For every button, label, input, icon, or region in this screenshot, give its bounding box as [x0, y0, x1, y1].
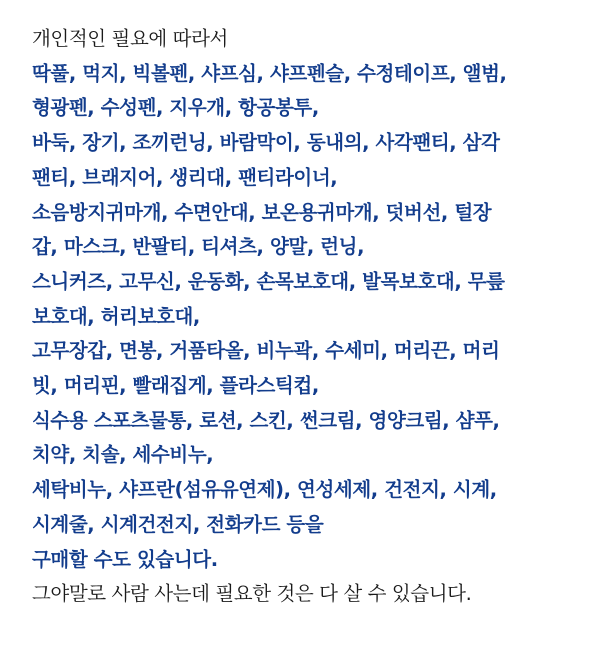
closing-text: 그야말로 사람 사는데 필요한 것은 다 살 수 있습니다. [32, 582, 472, 606]
item-list-line: 형광펜, 수성펜, 지우개, 항공봉투, [32, 96, 319, 120]
item-list-line: 세탁비누, 샤프란(섬유유연제), 연성세제, 건전지, 시계, [32, 478, 497, 502]
item-list-line: 치약, 치솔, 세수비누, [32, 443, 214, 467]
item-list-line: 딱풀, 먹지, 빅볼펜, 샤프심, 샤프펜슬, 수정테이프, 앨범, [32, 61, 507, 85]
intro-text: 개인적인 필요에 따라서 [32, 27, 228, 50]
item-list-line: 식수용 스포츠물통, 로션, 스킨, 썬크림, 영양크림, 샴푸, [32, 408, 500, 432]
item-list-line: 갑, 마스크, 반팔티, 티셔츠, 양말, 런닝, [32, 235, 365, 259]
item-list-line: 보호대, 허리보호대, [32, 304, 200, 328]
item-list-line: 소음방지귀마개, 수면안대, 보온용귀마개, 덧버선, 털장 [32, 200, 492, 224]
item-list-line: 고무장갑, 면봉, 거품타올, 비누곽, 수세미, 머리끈, 머리 [32, 339, 500, 363]
item-list-line: 시계줄, 시계건전지, 전화카드 등을 [32, 512, 324, 536]
item-list-line: 바둑, 장기, 조끼런닝, 바람막이, 동내의, 사각팬티, 삼각 [32, 131, 500, 155]
item-list-line: 빗, 머리핀, 빨래집게, 플라스틱컵, [32, 374, 319, 398]
item-list-line: 구매할 수도 있습니다. [32, 547, 218, 571]
item-list-line: 팬티, 브래지어, 생리대, 팬티라이너, [32, 165, 338, 189]
item-list-line: 스니커즈, 고무신, 운동화, 손목보호대, 발목보호대, 무릎 [32, 269, 505, 293]
